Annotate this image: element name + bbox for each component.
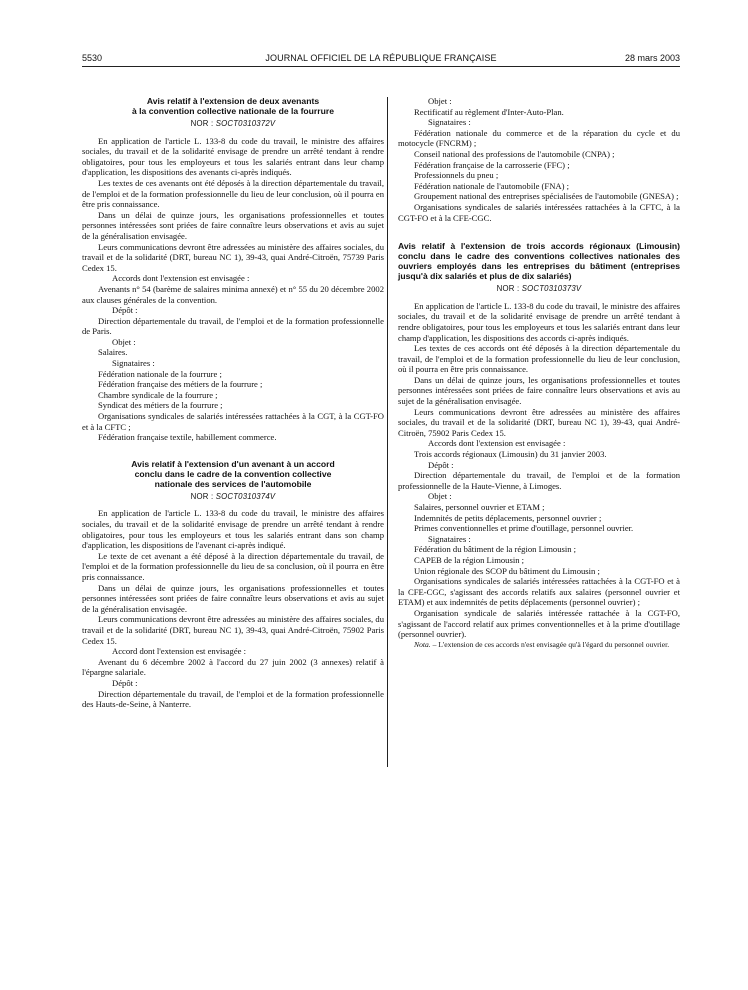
notice-batiment-limousin — [398, 241, 680, 649]
paragraph: Dans un délai de quinze jours, les organisations professionnelles et toutes personnes intéressées sont priées de faire connaître leurs observations et avis au sujet de la généralisation envisagée. — [82, 209, 384, 241]
paragraph: En application de l'article L. 133-8 du code du travail, le ministre des affaires sociales, du travail et de la solidarité envisage de prendre un arrêté tendant à rendre obligatoires, pour tous les employeurs et tous les salariés entrant dans leur champ d'application, les dispositions des accords ci-après indiqués. — [398, 300, 680, 343]
depot-text: Direction départementale du travail, de l'emploi et de la formation professionnelle des Hauts-de-Seine, à Nanterre. — [82, 688, 384, 710]
paragraph: Leurs communications devront être adressées au ministère des affaires sociales, du travail et de la solidarité (DRT, bureau NC 1), 39-43, quai André-Citroën, 75902 Paris Cedex 15. — [398, 406, 680, 438]
signataire-item: Fédération française textile, habillement commerce. — [98, 432, 277, 443]
column-divider — [387, 97, 388, 767]
accords-label: Accords dont l'extension est envisagée : — [112, 273, 250, 284]
page-header — [82, 53, 680, 67]
paragraph: Les textes de ces avenants ont été déposés à la direction départementale du travail, de l'emploi et de la formation professionnelle du lieu de leur conclusion, où il pourra en être pris connaissance. — [82, 177, 384, 210]
signataire-item: Fédération française des métiers de la fourrure ; — [98, 379, 263, 390]
paragraph: Dans un délai de quinze jours, les organisations professionnelles et toutes personnes intéressées sont priées de faire connaître leurs observations et avis au sujet de la généralisation envisagée. — [398, 374, 680, 407]
objet-label: Objet : — [112, 336, 136, 347]
signataire-item: Organisation syndicale de salariés intéressée rattachée à la CGT-FO, s'agissant de l'accord relatif aux primes conventionnelles et à la prime d'outillage (personnel ouvrier). — [398, 607, 680, 640]
objet-item: Indemnités de petits déplacements, personnel ouvrier ; — [414, 512, 602, 523]
signataire-item: Organisations syndicales de salariés intéressées rattachées à la CGT, à la CGT-FO et à la CFTC ; — [82, 411, 384, 432]
spacer — [82, 443, 384, 459]
notice-automobile-continued — [398, 96, 680, 223]
publication-date: 28 mars 2003 — [624, 53, 680, 63]
journal-title: JOURNAL OFFICIEL DE LA RÉPUBLIQUE FRANÇAISE — [265, 53, 497, 63]
notice-fourrure — [82, 96, 384, 443]
signataire-item: Fédération nationale de l'automobile (FNA) ; — [414, 180, 570, 191]
paragraph: En application de l'article L. 133-8 du code du travail, le ministre des affaires sociales, du travail et de la solidarité envisage de prendre un arrêté tendant à rendre obligatoires, pour tous les employeurs et tous les salariés entrant dans leur champ d'application, les dispositions des avenants ci-après indiqués. — [82, 135, 384, 178]
signataire-item: Groupement national des entreprises spécialisées de l'automobile (GNESA) ; — [414, 191, 679, 202]
signataires-label: Signataires : — [428, 117, 471, 128]
signataire-item: Conseil national des professions de l'automobile (CNPA) ; — [414, 148, 615, 159]
signataire-item: Fédération nationale de la fourrure ; — [98, 368, 222, 379]
paragraph: Le texte de cet avenant a été déposé à la direction départementale du travail, de l'emploi et de la formation professionnelle du lieu de sa conclusion, où il pourra en être pris connaissance. — [82, 550, 384, 582]
signataire-item: Fédération du bâtiment de la région Limousin ; — [414, 544, 577, 555]
header-rule — [82, 66, 680, 67]
nor-reference: NOR : SOCT0310372V — [190, 119, 276, 128]
paragraph: Dans un délai de quinze jours, les organisations professionnelles et toutes personnes intéressées sont priées de faire connaître leurs observations et avis au sujet de la généralisation envisagée. — [82, 582, 384, 614]
signataire-item: Organisations syndicales de salariés intéressées rattachées à la CGT-FO et à la CFE-CGC, s'agissant des accords relatifs aux salaires (personnel ouvrier et ETAM) et aux indemnités de petits déplacements (personnel ouvrier) ; — [398, 576, 680, 608]
notice-title: Avis relatif à l'extension de trois accords régionaux (Limousin) conclu dans le cadre des conventions collectives nationales des ouvriers employés dans les entreprises du bâtiment (entreprises jusqu'à dix salariés et plus de dix salariés) — [398, 241, 680, 282]
signataire-item: Fédération nationale du commerce et de la réparation du cycle et du motocycle (FNCRM) ; — [398, 127, 680, 149]
depot-label: Dépôt : — [428, 459, 454, 470]
paragraph: Les textes de ces accords ont été déposés à la direction départementale du travail, de l'emploi et de la formation professionnelle du lieu de leur conclusion, où il pourra en être pris connaissance. — [398, 343, 680, 375]
depot-label: Dépôt : — [112, 305, 138, 316]
signataires-label: Signataires : — [112, 358, 155, 369]
signataire-item: Professionnels du pneu ; — [414, 170, 499, 181]
objet-item: Primes conventionnelles et prime d'outillage, personnel ouvrier. — [414, 523, 634, 534]
accords-text: Avenants n° 54 (barème de salaires minima annexé) et n° 55 du 20 décembre 2002 aux clauses générales de la convention. — [82, 283, 384, 305]
paragraph: Leurs communications devront être adressées au ministère des affaires sociales, du travail et de la solidarité (DRT, bureau NC 1), 39-43, quai André-Citroën, 75902 Paris Cedex 15. — [82, 614, 384, 646]
nota-text: – L'extension de ces accords n'est envisagée qu'à l'égard du personnel ouvrier. — [430, 639, 670, 649]
accords-label: Accord dont l'extension est envisagée : — [112, 646, 246, 657]
signataire-item: Chambre syndicale de la fourrure ; — [98, 389, 218, 400]
nor-reference: NOR : SOCT0310373V — [496, 284, 582, 294]
notice-title: Avis relatif à l'extension d'un avenant à un accord conclu dans le cadre de la convention collective nationale des services de l'automobile — [131, 458, 335, 489]
page-number: 5530 — [82, 53, 103, 63]
depot-label: Dépôt : — [112, 677, 138, 688]
notice-title: Avis relatif à l'extension de deux avenants à la convention collective nationale de la fourrure — [131, 96, 334, 116]
objet-label: Objet : — [428, 491, 452, 502]
nota-label: Nota. — [414, 639, 431, 649]
left-column — [82, 96, 384, 710]
signataires-label: Signataires : — [428, 533, 471, 544]
accords-label: Accords dont l'extension est envisagée : — [428, 438, 566, 449]
depot-text: Direction départementale du travail, de l'emploi et de la formation professionnelle de la Haute-Vienne, à Limoges. — [398, 470, 680, 491]
signataire-item: Syndicat des métiers de la fourrure ; — [98, 400, 223, 411]
signataire-item: Organisations syndicales de salariés intéressées rattachées à la CFTC, à la CGT-FO et à la CFE-CGC. — [398, 201, 680, 223]
paragraph: En application de l'article L. 133-8 du code du travail, le ministre des affaires sociales, du travail et de la solidarité envisage de prendre un arrêté tendant à rendre obligatoires, pour tous les employeurs et tous les salariés entrant dans son champ d'application, les dispositions de l'avenant ci-après indiqué. — [82, 508, 384, 551]
paragraph: Leurs communications devront être adressées au ministère des affaires sociales, du travail et de la solidarité (DRT, bureau NC 1), 39-43, quai André-Citroën, 75739 Paris Cedex 15. — [82, 241, 384, 273]
right-column — [398, 96, 680, 649]
nota-note — [398, 640, 680, 650]
accords-text: Avenant du 6 décembre 2002 à l'accord du 27 juin 2002 (3 annexes) relatif à l'épargne salariale. — [82, 656, 384, 678]
signataire-item: Union régionale des SCOP du bâtiment du Limousin ; — [414, 565, 600, 576]
objet-text: Salaires. — [98, 347, 128, 358]
signataire-item: CAPEB de la région Limousin ; — [414, 554, 525, 565]
spacer — [398, 223, 680, 241]
signataire-item: Fédération française de la carrosserie (FFC) ; — [414, 159, 570, 170]
objet-text: Rectificatif au règlement d'Inter-Auto-Plan. — [414, 106, 564, 117]
notice-automobile — [82, 459, 384, 710]
objet-item: Salaires, personnel ouvrier et ETAM ; — [414, 502, 545, 512]
accords-text: Trois accords régionaux (Limousin) du 31 janvier 2003. — [414, 449, 607, 460]
objet-label: Objet : — [428, 96, 452, 106]
nor-reference: NOR : SOCT0310374V — [190, 491, 276, 501]
depot-text: Direction départementale du travail, de l'emploi et de la formation professionnelle de Paris. — [82, 315, 384, 337]
